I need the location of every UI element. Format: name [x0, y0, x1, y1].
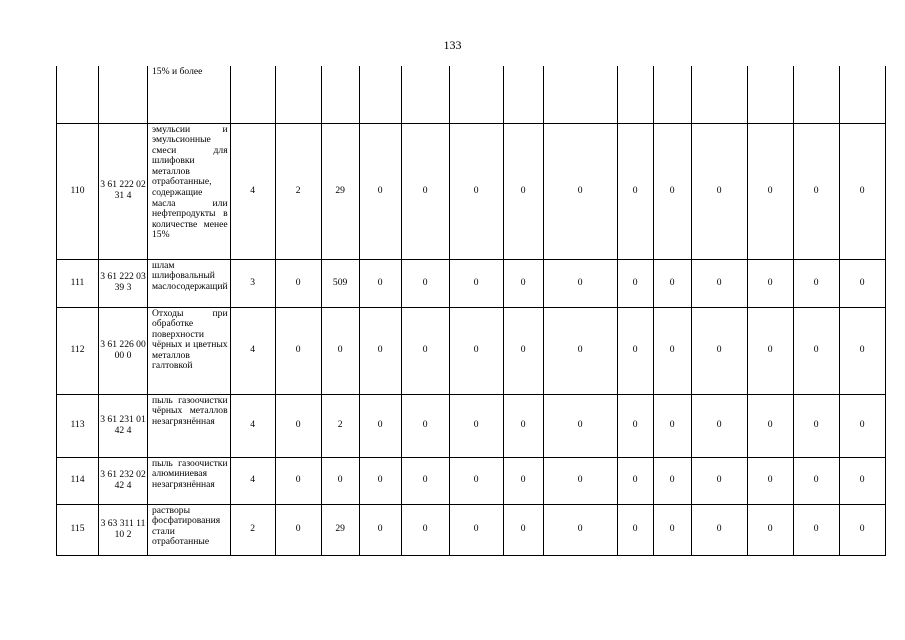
value-cell: 0 — [503, 307, 543, 394]
value-cell: 4 — [230, 307, 275, 394]
code-cell: 3 63 311 11 10 2 — [99, 504, 148, 555]
table-row — [57, 457, 886, 504]
code-cell: 3 61 222 02 31 4 — [99, 123, 148, 259]
value-cell: 0 — [449, 307, 503, 394]
row-number-cell: 111 — [57, 259, 99, 307]
value-cell: 0 — [543, 123, 617, 259]
value-cell: 0 — [839, 307, 885, 394]
value-cell: 0 — [617, 259, 653, 307]
value-cell: 0 — [503, 504, 543, 555]
value-cell: 0 — [449, 259, 503, 307]
value-cell: 29 — [321, 123, 359, 259]
value-cell: 0 — [321, 307, 359, 394]
value-cell: 0 — [401, 394, 449, 457]
value-cell: 4 — [230, 457, 275, 504]
value-cell: 0 — [793, 307, 839, 394]
value-cell: 0 — [653, 394, 691, 457]
value-cell: 0 — [747, 394, 793, 457]
name-cell: растворы фосфатирования стали отработанные — [148, 504, 231, 555]
value-cell: 0 — [653, 259, 691, 307]
name-cell: эмульсии и эмульсионные смеси для шлифовки металлов отработанные, содержащие масла или нефтепродукты в количестве менее 15% — [148, 123, 231, 259]
value-cell: 509 — [321, 259, 359, 307]
waste-table — [56, 66, 886, 556]
value-cell: 0 — [747, 504, 793, 555]
value-cell: 0 — [793, 504, 839, 555]
value-cell: 0 — [503, 123, 543, 259]
value-cell: 0 — [359, 504, 401, 555]
name-cell: шлам шлифовальный маслосодержащий — [148, 259, 231, 307]
value-cell: 0 — [449, 394, 503, 457]
name-cell: пыль газоочистки чёрных металлов незагрязнённая — [148, 394, 231, 457]
value-cell: 0 — [275, 259, 321, 307]
name-cell: пыль газоочистки алюминиевая незагрязнённая — [148, 457, 231, 504]
row-number-cell: 112 — [57, 307, 99, 394]
value-cell: 0 — [793, 394, 839, 457]
value-cell: 0 — [839, 394, 885, 457]
value-cell: 0 — [839, 259, 885, 307]
value-cell: 0 — [653, 504, 691, 555]
value-cell: 0 — [653, 307, 691, 394]
value-cell: 0 — [617, 123, 653, 259]
value-cell: 0 — [275, 307, 321, 394]
value-cell: 0 — [839, 457, 885, 504]
value-cell: 0 — [653, 123, 691, 259]
value-cell: 0 — [503, 457, 543, 504]
code-cell: 3 61 231 01 42 4 — [99, 394, 148, 457]
row-number-cell — [57, 66, 99, 123]
value-cell: 0 — [401, 307, 449, 394]
value-cell: 0 — [503, 259, 543, 307]
value-cell: 0 — [401, 259, 449, 307]
code-cell: 3 61 226 00 00 0 — [99, 307, 148, 394]
table-row — [57, 307, 886, 394]
table-row — [57, 66, 886, 123]
value-cell: 0 — [617, 307, 653, 394]
value-cell: 0 — [449, 457, 503, 504]
value-cell: 4 — [230, 123, 275, 259]
value-cell: 0 — [275, 394, 321, 457]
value-cell: 0 — [793, 259, 839, 307]
value-cell: 0 — [359, 394, 401, 457]
value-cell: 0 — [691, 259, 747, 307]
value-cell: 0 — [359, 457, 401, 504]
value-cell: 0 — [543, 259, 617, 307]
value-cell: 0 — [543, 457, 617, 504]
value-cell: 0 — [691, 504, 747, 555]
value-cell: 0 — [359, 307, 401, 394]
table-row — [57, 504, 886, 555]
value-cell: 0 — [543, 394, 617, 457]
value-cell: 0 — [401, 123, 449, 259]
value-cell: 0 — [747, 307, 793, 394]
value-cell: 0 — [839, 504, 885, 555]
table-row — [57, 123, 886, 259]
value-cell: 0 — [747, 457, 793, 504]
value-cell: 0 — [839, 123, 885, 259]
name-cell: Отходы при обработке поверхности чёрных и цветных металлов галтовкой — [148, 307, 231, 394]
name-cell: 15% и более — [148, 66, 231, 123]
code-cell: 3 61 222 03 39 3 — [99, 259, 148, 307]
value-cell: 0 — [747, 123, 793, 259]
value-cell: 0 — [691, 394, 747, 457]
value-cell: 0 — [275, 457, 321, 504]
code-cell — [99, 66, 148, 123]
value-cell: 0 — [617, 457, 653, 504]
value-cell: 0 — [691, 457, 747, 504]
row-number-cell: 110 — [57, 123, 99, 259]
row-number-cell: 114 — [57, 457, 99, 504]
value-cell: 0 — [449, 504, 503, 555]
value-cell: 0 — [691, 307, 747, 394]
table-row — [57, 394, 886, 457]
value-cell: 0 — [543, 307, 617, 394]
value-cell: 0 — [503, 394, 543, 457]
table-row — [57, 259, 886, 307]
value-cell: 0 — [275, 504, 321, 555]
value-cell: 0 — [793, 457, 839, 504]
value-cell: 3 — [230, 259, 275, 307]
value-cell: 2 — [321, 394, 359, 457]
value-cell: 0 — [359, 123, 401, 259]
value-cell: 0 — [401, 504, 449, 555]
value-cell: 0 — [401, 457, 449, 504]
row-number-cell: 113 — [57, 394, 99, 457]
value-cell: 0 — [617, 394, 653, 457]
value-cell: 0 — [653, 457, 691, 504]
value-cell: 0 — [747, 259, 793, 307]
row-number-cell: 115 — [57, 504, 99, 555]
value-cell: 0 — [321, 457, 359, 504]
value-cell: 0 — [359, 259, 401, 307]
value-cell: 2 — [275, 123, 321, 259]
value-cell: 4 — [230, 394, 275, 457]
value-cell: 0 — [617, 504, 653, 555]
value-cell: 0 — [543, 504, 617, 555]
value-cell: 0 — [793, 123, 839, 259]
page-number: 133 — [443, 38, 462, 52]
value-cell: 29 — [321, 504, 359, 555]
value-cell: 0 — [691, 123, 747, 259]
value-cell: 2 — [230, 504, 275, 555]
value-cell: 0 — [449, 123, 503, 259]
code-cell: 3 61 232 02 42 4 — [99, 457, 148, 504]
